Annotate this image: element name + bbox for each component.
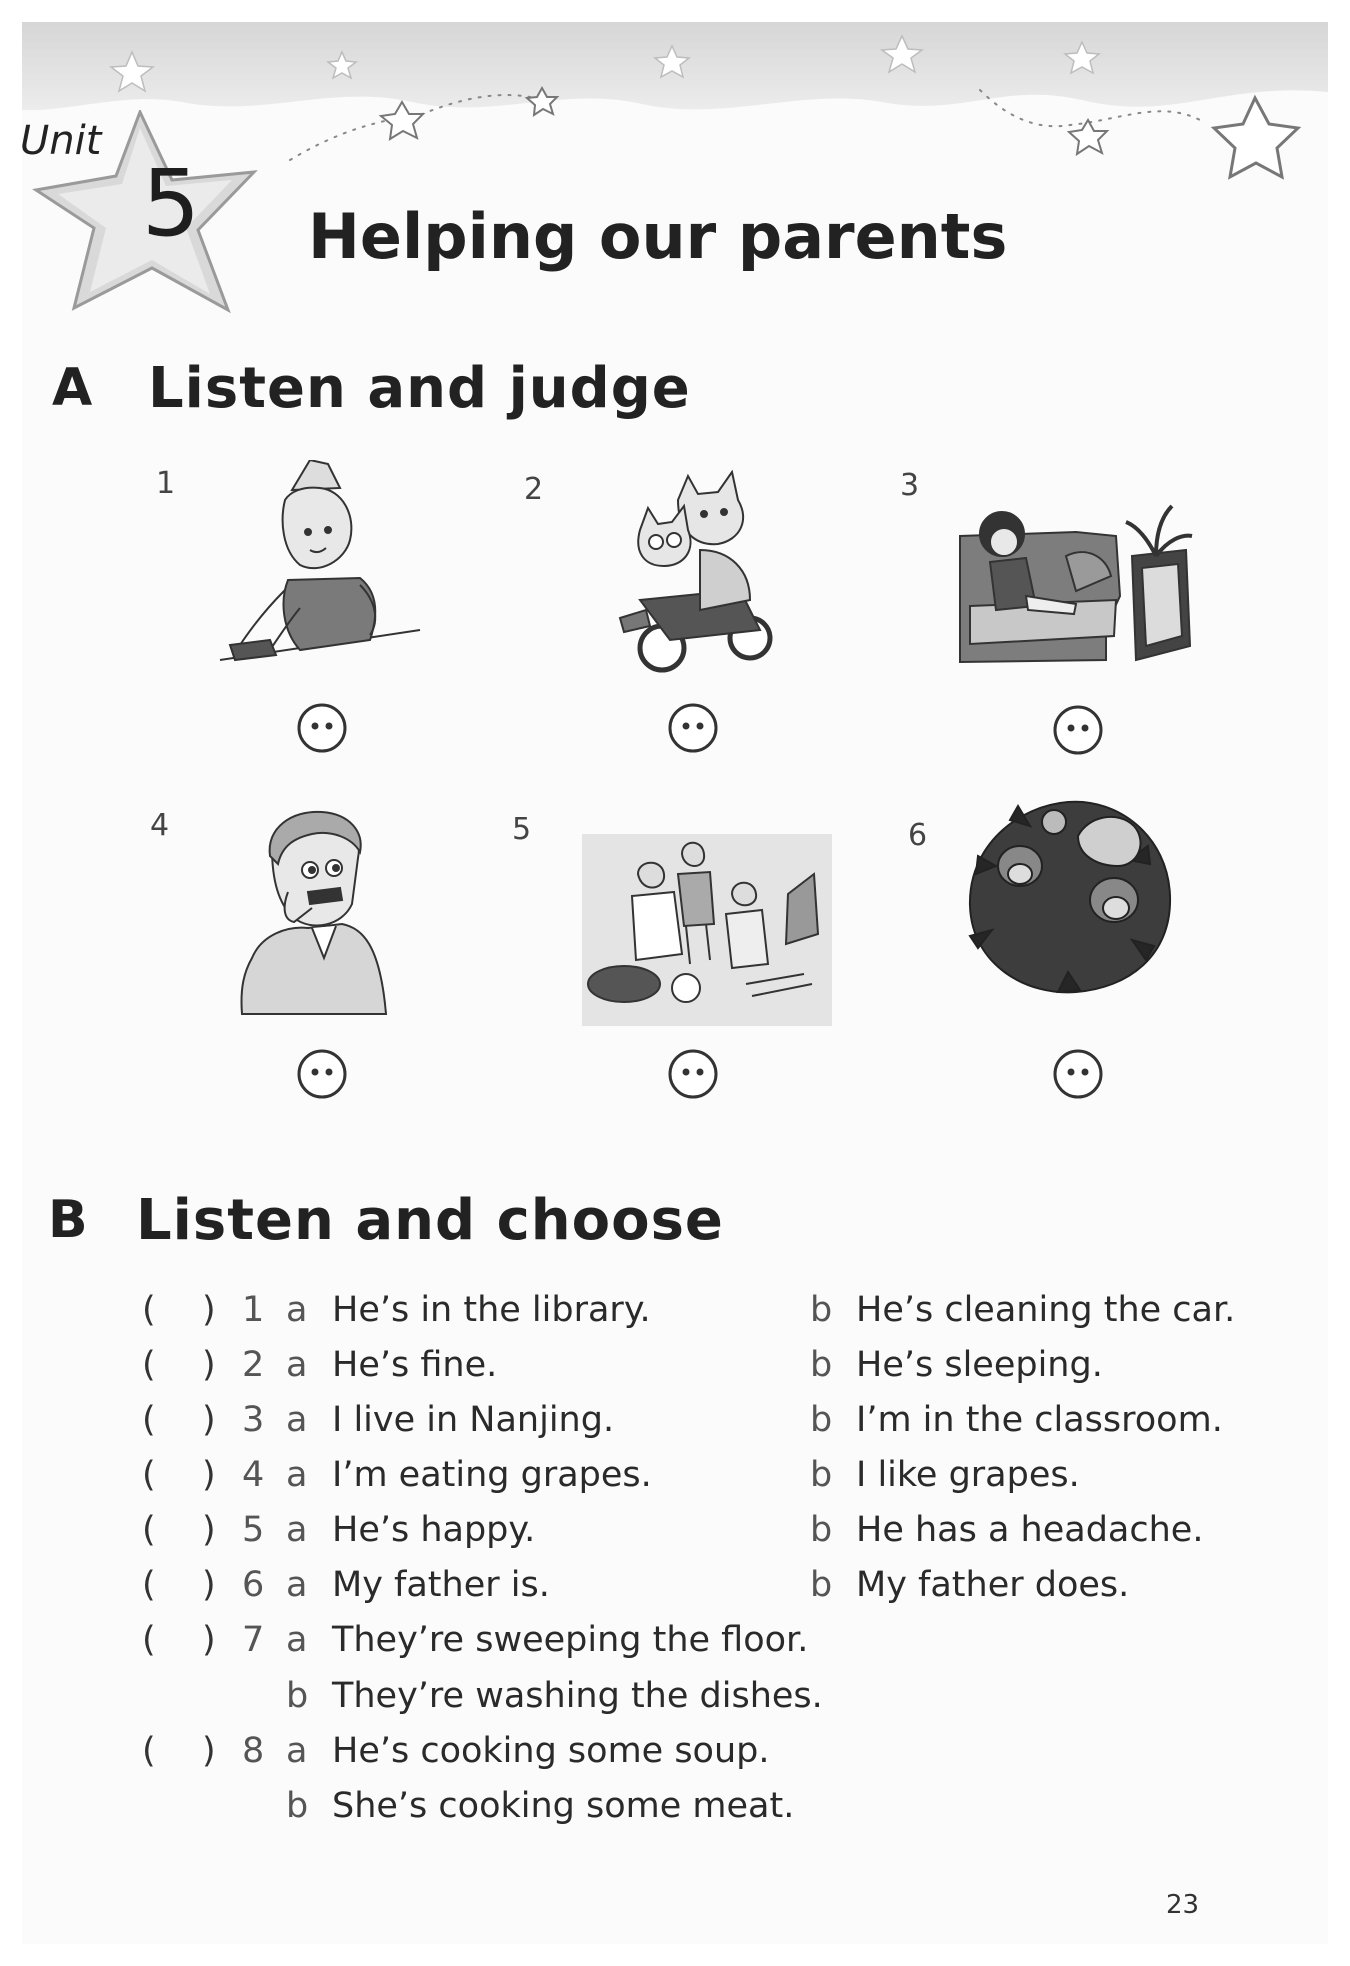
question-number: 7 — [242, 1620, 265, 1660]
option-label: a — [286, 1400, 308, 1440]
option-a-text: He’s happy. — [332, 1510, 536, 1550]
option-label: b — [810, 1510, 833, 1550]
question-number: 4 — [242, 1455, 265, 1495]
option-b-text: They’re washing the dishes. — [332, 1676, 823, 1716]
face-icon[interactable] — [667, 702, 719, 754]
answer-bracket-open[interactable]: ( — [142, 1290, 156, 1330]
face-icon[interactable] — [1052, 1048, 1104, 1100]
answer-bracket-close: ) — [202, 1290, 216, 1330]
face-icon[interactable] — [667, 1048, 719, 1100]
option-label: b — [286, 1676, 309, 1716]
answer-bracket-close: ) — [202, 1731, 216, 1771]
picture-number: 4 — [150, 808, 170, 843]
option-a-text: He’s fine. — [332, 1345, 498, 1385]
option-a-text: My father is. — [332, 1565, 550, 1605]
question-number: 8 — [242, 1731, 265, 1771]
option-label: a — [286, 1620, 308, 1660]
question-number: 2 — [242, 1345, 265, 1385]
option-a-text: He’s cooking some soup. — [332, 1731, 770, 1771]
face-icon[interactable] — [296, 702, 348, 754]
option-label: b — [810, 1565, 833, 1605]
option-label: a — [286, 1455, 308, 1495]
option-a-text: I live in Nanjing. — [332, 1400, 615, 1440]
boy-eating-illustration — [232, 808, 402, 1022]
unit-number: 5 — [141, 150, 201, 257]
woman-on-sofa-watching-tv-illustration — [956, 496, 1196, 668]
option-a-text: I’m eating grapes. — [332, 1455, 652, 1495]
question-number: 5 — [242, 1510, 265, 1550]
option-label: b — [810, 1290, 833, 1330]
question-number: 3 — [242, 1400, 265, 1440]
option-b-text: He has a headache. — [856, 1510, 1204, 1550]
option-b-text: He’s cleaning the car. — [856, 1290, 1236, 1330]
option-label: b — [810, 1455, 833, 1495]
picture-number: 5 — [512, 812, 532, 847]
option-a-text: They’re sweeping the floor. — [332, 1620, 809, 1660]
option-label: b — [286, 1786, 309, 1826]
unit-title: Helping our parents — [308, 200, 1008, 273]
answer-bracket-close: ) — [202, 1510, 216, 1550]
option-label: a — [286, 1565, 308, 1605]
answer-bracket-open[interactable]: ( — [142, 1455, 156, 1495]
face-icon[interactable] — [1052, 704, 1104, 756]
section-b-letter: B — [48, 1190, 88, 1250]
section-b-title: Listen and choose — [136, 1188, 724, 1253]
option-label: a — [286, 1510, 308, 1550]
answer-bracket-open[interactable]: ( — [142, 1400, 156, 1440]
answer-bracket-close: ) — [202, 1400, 216, 1440]
section-a-title: Listen and judge — [148, 356, 691, 421]
answer-bracket-close: ) — [202, 1345, 216, 1385]
unit-label: Unit — [20, 118, 102, 164]
face-icon[interactable] — [296, 1048, 348, 1100]
answer-bracket-close: ) — [202, 1620, 216, 1660]
option-label: b — [810, 1400, 833, 1440]
answer-bracket-close: ) — [202, 1565, 216, 1605]
answer-bracket-open[interactable]: ( — [142, 1510, 156, 1550]
option-b-text: He’s sleeping. — [856, 1345, 1103, 1385]
girl-cleaning-table-illustration — [210, 460, 430, 670]
cats-on-motorbike-illustration — [600, 470, 780, 680]
answer-bracket-close: ) — [202, 1455, 216, 1495]
question-number: 6 — [242, 1565, 265, 1605]
picture-number: 2 — [524, 472, 544, 507]
picture-number: 3 — [900, 468, 920, 503]
question-number: 1 — [242, 1290, 265, 1330]
family-cooking-illustration — [582, 834, 832, 1026]
picture-number: 1 — [156, 466, 176, 501]
option-b-text: I like grapes. — [856, 1455, 1080, 1495]
picture-number: 6 — [908, 818, 928, 853]
option-label: b — [810, 1345, 833, 1385]
page-number: 23 — [1166, 1890, 1200, 1920]
answer-bracket-open[interactable]: ( — [142, 1345, 156, 1385]
dotted-star-trail — [280, 80, 1320, 200]
option-b-text: I’m in the classroom. — [856, 1400, 1223, 1440]
answer-bracket-open[interactable]: ( — [142, 1731, 156, 1771]
option-a-text: He’s in the library. — [332, 1290, 651, 1330]
option-label: a — [286, 1290, 308, 1330]
answer-bracket-open[interactable]: ( — [142, 1620, 156, 1660]
section-a-letter: A — [52, 358, 93, 418]
option-b-text: She’s cooking some meat. — [332, 1786, 795, 1826]
option-label: a — [286, 1345, 308, 1385]
monkeys-in-tree-illustration — [958, 796, 1178, 1000]
answer-bracket-open[interactable]: ( — [142, 1565, 156, 1605]
option-label: a — [286, 1731, 308, 1771]
option-b-text: My father does. — [856, 1565, 1130, 1605]
